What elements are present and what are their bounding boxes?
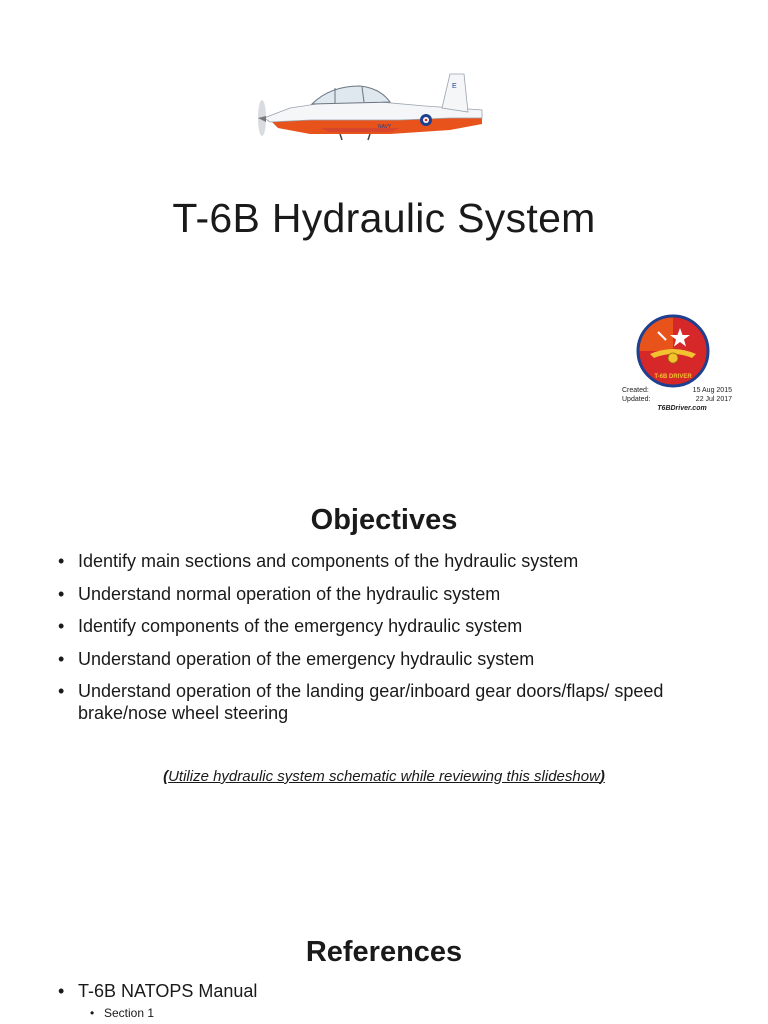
references-sublist <box>90 1006 154 1020</box>
references-slide <box>0 864 768 1024</box>
t6b-aircraft-image <box>250 72 490 142</box>
objectives-list <box>58 550 738 735</box>
updated-date: 22 Jul 2017 <box>695 396 732 403</box>
list-item: • Understand operation of the emergency hydraulic system <box>58 648 738 670</box>
note-text: Utilize hydraulic system schematic while reviewing this slideshow <box>168 768 600 785</box>
created-label: Created: <box>622 387 649 394</box>
slide-metadata <box>622 386 732 413</box>
list-item: • Identify main sections and components of the hydraulic system <box>58 550 738 572</box>
svg-text:NAVY: NAVY <box>378 124 392 130</box>
references-list <box>58 980 738 1006</box>
references-title: References <box>305 936 463 969</box>
list-item: • Understand operation of the landing gear/inboard gear doors/flaps/ speed brake/nose wheel steering <box>58 680 738 724</box>
list-item: • Understand normal operation of the hydraulic system <box>58 583 738 605</box>
created-date: 15 Aug 2015 <box>692 387 732 394</box>
updated-label: Updated: <box>622 396 651 403</box>
title-slide <box>0 0 768 432</box>
presentation-title: T-6B Hydraulic System <box>172 195 596 242</box>
objectives-slide <box>0 432 768 864</box>
site-url: T6BDriver.com <box>657 405 707 412</box>
objectives-title: Objectives <box>310 504 458 537</box>
list-item: • Identify components of the emergency hydraulic system <box>58 615 738 637</box>
list-item: • Section 1 <box>90 1006 154 1020</box>
schematic-note: (Utilize hydraulic system schematic while reviewing this slideshow) <box>163 768 605 785</box>
t6b-driver-logo <box>636 314 710 388</box>
logo-text: T-6B DRIVER <box>654 374 692 380</box>
svg-text:E: E <box>452 83 457 90</box>
list-item: • T-6B NATOPS Manual <box>58 980 738 1002</box>
